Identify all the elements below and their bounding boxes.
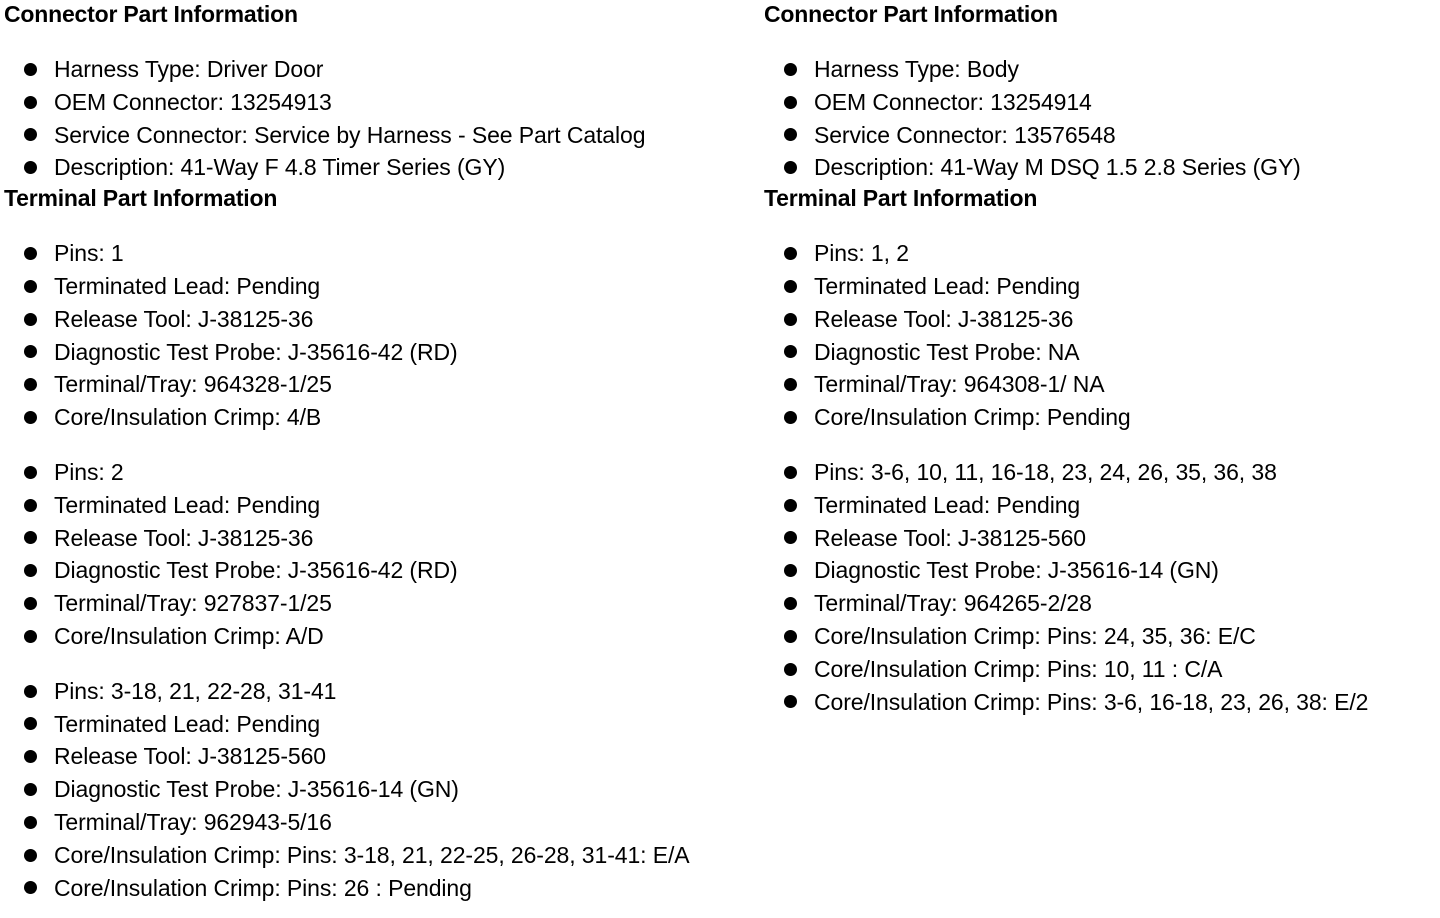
bullet-icon [24,411,37,424]
bullet-icon [784,411,797,424]
terminal-group [764,237,1440,434]
bullet-icon [24,564,37,577]
bullet-icon [784,630,797,643]
list-item-text: Service Connector: Service by Harness - See Part Catalog [54,121,646,148]
list-item [4,554,754,587]
connector-list [764,53,1440,184]
list-item-text: Description: 41-Way M DSQ 1.5 2.8 Series (GY) [814,154,1301,181]
connector-list [4,53,754,184]
bullet-icon [24,717,37,730]
connector-heading: Connector Part Information [4,1,298,27]
right-column [764,0,1440,718]
terminal-heading: Terminal Part Information [4,185,278,212]
list-item-text: Terminated Lead: Pending [54,710,321,737]
list-item-text: Core/Insulation Crimp: Pins: 10, 11 : C/A [814,655,1223,682]
list-item [4,839,754,872]
list-item-text: Diagnostic Test Probe: NA [814,338,1080,365]
list-item [4,270,754,303]
list-item-text: Release Tool: J-38125-36 [814,305,1074,332]
list-item [764,303,1440,336]
bullet-icon [24,531,37,544]
list-item-text: Harness Type: Body [814,56,1019,82]
list-item-text: Terminal/Tray: 964265-2/28 [814,590,1092,617]
list-item [4,53,754,86]
bullet-icon [784,466,797,479]
list-item-text: Terminal/Tray: 964308-1/ NA [814,371,1105,398]
list-item-text: Description: 41-Way F 4.8 Timer Series (GY) [54,154,506,181]
list-item-text: Diagnostic Test Probe: J-35616-14 (GN) [814,557,1219,584]
list-item [764,620,1440,653]
list-item [4,675,754,708]
list-item [764,522,1440,555]
bullet-icon [24,685,37,698]
list-item [764,686,1440,719]
list-item-text: Core/Insulation Crimp: Pending [814,404,1131,431]
list-item-text: Service Connector: 13576548 [814,121,1116,148]
bullet-icon [24,63,37,76]
bullet-icon [784,63,797,76]
list-item [764,368,1440,401]
list-item [764,456,1440,489]
list-item [4,303,754,336]
bullet-icon [24,466,37,479]
bullet-icon [784,345,797,358]
list-item-text: Pins: 3-18, 21, 22-28, 31-41 [54,677,337,704]
bullet-icon [784,280,797,293]
list-item-text: Core/Insulation Crimp: Pins: 26 : Pending [54,874,472,901]
list-item-text: Core/Insulation Crimp: Pins: 3-6, 16-18, 23, 26, 38: E/2 [814,688,1369,715]
bullet-icon [784,564,797,577]
list-item-text: Diagnostic Test Probe: J-35616-42 (RD) [54,338,458,365]
bullet-icon [24,345,37,358]
list-item [4,587,754,620]
bullet-icon [24,783,37,796]
list-item-text: Terminal/Tray: 927837-1/25 [54,590,332,617]
list-item-text: OEM Connector: 13254914 [814,88,1092,115]
bullet-icon [784,695,797,708]
list-item [4,773,754,806]
bullet-icon [24,313,37,326]
list-item [4,401,754,434]
bullet-icon [784,499,797,512]
bullet-icon [784,313,797,326]
list-item [764,489,1440,522]
bullet-icon [24,96,37,109]
list-item-text: Terminal/Tray: 964328-1/25 [54,371,332,398]
list-item [4,872,754,905]
bullet-icon [24,881,37,894]
bullet-icon [784,531,797,544]
bullet-icon [24,378,37,391]
list-item [4,489,754,522]
list-item [764,53,1440,86]
list-item-text: Terminated Lead: Pending [814,491,1081,518]
connector-heading: Connector Part Information [764,1,1058,27]
bullet-icon [784,663,797,676]
list-item-text: Pins: 3-6, 10, 11, 16-18, 23, 24, 26, 35, 36, 38 [814,458,1277,485]
bullet-icon [24,247,37,260]
list-item-text: Release Tool: J-38125-560 [814,524,1086,551]
list-item [4,86,754,119]
bullet-icon [24,816,37,829]
list-item-text: Terminal/Tray: 962943-5/16 [54,808,332,835]
list-item-text: Release Tool: J-38125-560 [54,743,326,770]
list-item [4,336,754,369]
list-item-text: Harness Type: Driver Door [54,56,324,82]
terminal-group [4,675,754,905]
bullet-icon [784,96,797,109]
list-item [764,86,1440,119]
bullet-icon [24,597,37,610]
list-item [764,336,1440,369]
list-item [4,620,754,653]
list-item [4,237,754,270]
list-item [764,554,1440,587]
list-item [4,708,754,741]
list-item-text: Core/Insulation Crimp: A/D [54,622,324,649]
list-item-text: Release Tool: J-38125-36 [54,305,314,332]
list-item-text: Diagnostic Test Probe: J-35616-42 (RD) [54,557,458,584]
list-item-text: Core/Insulation Crimp: 4/B [54,404,322,431]
list-item [4,740,754,773]
bullet-icon [784,161,797,174]
terminal-group [4,456,754,653]
list-item [764,119,1440,152]
list-item [764,587,1440,620]
bullet-icon [784,597,797,610]
list-item-text: Core/Insulation Crimp: Pins: 3-18, 21, 22-25, 26-28, 31-41: E/A [54,841,690,868]
list-item-text: Terminated Lead: Pending [54,491,321,518]
list-item-text: Pins: 2 [54,458,124,485]
bullet-icon [784,128,797,141]
list-item [764,401,1440,434]
bullet-icon [24,280,37,293]
list-item [764,237,1440,270]
terminal-heading: Terminal Part Information [764,185,1038,212]
bullet-icon [24,161,37,174]
list-item-text: Pins: 1 [54,240,124,267]
terminal-group [4,237,754,434]
list-item [4,151,754,184]
list-item [764,151,1440,184]
bullet-icon [24,750,37,763]
list-item-text: Pins: 1, 2 [814,240,909,267]
bullet-icon [24,499,37,512]
list-item [4,119,754,152]
left-column [4,0,754,904]
terminal-group [764,456,1440,718]
list-item-text: Terminated Lead: Pending [814,272,1081,299]
list-item-text: OEM Connector: 13254913 [54,88,332,115]
bullet-icon [24,128,37,141]
list-item [764,653,1440,686]
bullet-icon [24,630,37,643]
list-item-text: Terminated Lead: Pending [54,272,321,299]
bullet-icon [784,378,797,391]
list-item [4,456,754,489]
list-item [4,806,754,839]
list-item [4,522,754,555]
list-item-text: Release Tool: J-38125-36 [54,524,314,551]
list-item [4,368,754,401]
list-item-text: Core/Insulation Crimp: Pins: 24, 35, 36: E/C [814,622,1256,649]
bullet-icon [784,247,797,260]
list-item [764,270,1440,303]
list-item-text: Diagnostic Test Probe: J-35616-14 (GN) [54,776,459,803]
bullet-icon [24,849,37,862]
